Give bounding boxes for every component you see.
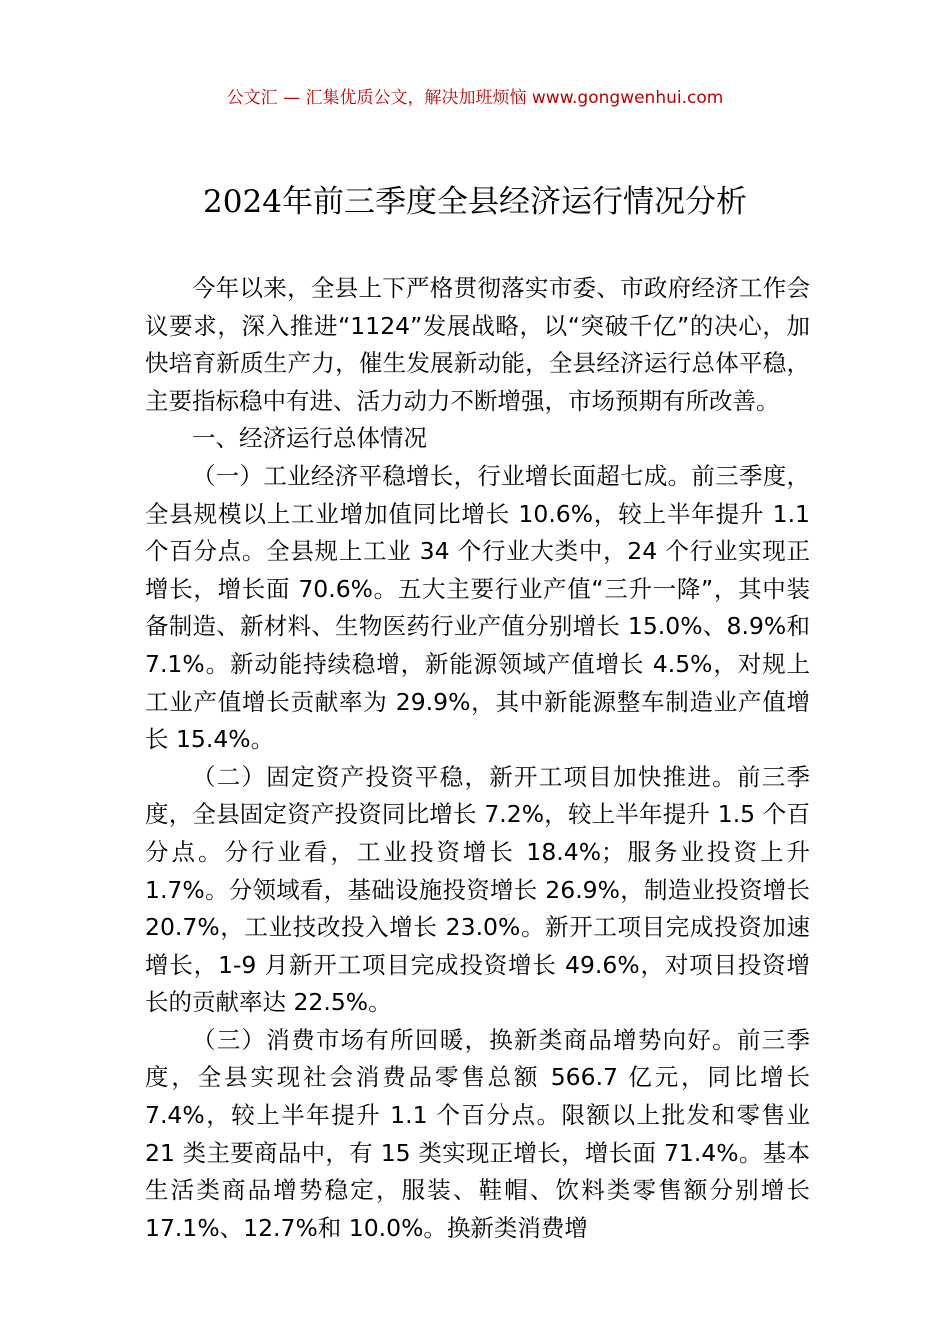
investment-paragraph: （二）固定资产投资平稳，新开工项目加快推进。前三季度，全县固定资产投资同比增长 7.2%，较上半年提升 1.5 个百分点。分行业看，工业投资增长 18.4%；服务业投资上升 1.7%。分领域看，基础设施投资增长 26.9%，制造业投资增长 20.7%，工业技改投入增长 23.0%。新开工项目完成投资加速增长，1-9 月新开工项目完成投资增长 49.6%，对项目投资增长的贡献率达 22.5%。: [145, 762, 810, 1017]
header-banner: 公文汇 — 汇集优质公文，解决加班烦恼 www.gongwenhui.com: [226, 88, 724, 108]
document-body: [145, 270, 810, 1247]
intro-paragraph: 今年以来，全县上下严格贯彻落实市委、市政府经济工作会议要求，深入推进“1124”发展战略，以“突破千亿”的决心，加快培育新质生产力，催生发展新动能，全县经济运行总体平稳，主要指标稳中有进、活力动力不断增强，市场预期有所改善。: [145, 274, 810, 415]
section-heading: 一、经济运行总体情况: [192, 424, 427, 453]
industry-paragraph: （一）工业经济平稳增长，行业增长面超七成。前三季度，全县规模以上工业增加值同比增长 10.6%，较上半年提升 1.1 个百分点。全县规上工业 34 个行业大类中，24 个行业实现正增长，增长面 70.6%。五大主要行业产值“三升一降”，其中装备制造、新材料、生物医药行业产值分别增长 15.0%、8.9%和 7.1%。新动能持续稳增，新能源领域产值增长 4.5%，对规上工业产值增长贡献率为 29.9%，其中新能源整车制造业产值增长 15.4%。: [145, 461, 810, 754]
consumption-paragraph: （三）消费市场有所回暖，换新类商品增势向好。前三季度，全县实现社会消费品零售总额 566.7 亿元，同比增长 7.4%，较上半年提升 1.1 个百分点。限额以上批发和零售业 21 类主要商品中，有 15 类实现正增长，增长面 71.4%。基本生活类商品增势稳定，服装、鞋帽、饮料类零售额分别增长 17.1%、12.7%和 10.0%。换新类消费增: [145, 1025, 810, 1242]
document-title: 2024年前三季度全县经济运行情况分析: [203, 184, 747, 220]
